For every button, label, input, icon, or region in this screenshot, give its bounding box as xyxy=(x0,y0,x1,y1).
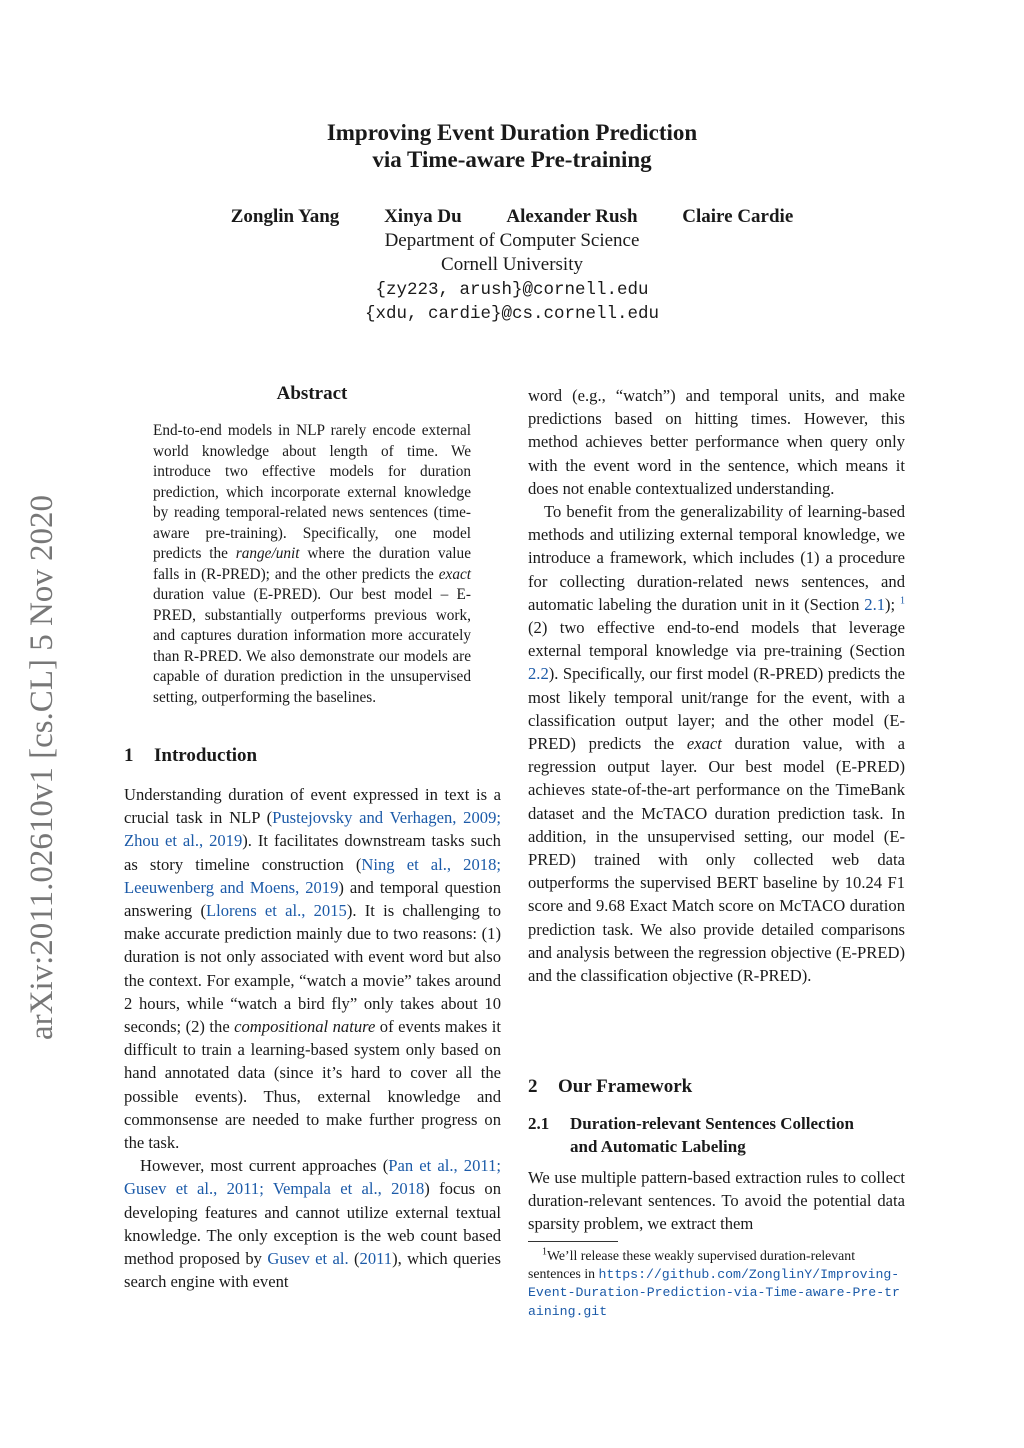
paragraph: word (e.g., “watch”) and temporal units, and make predictions based on hitting times. However, this method achieves better performance when query only with the event word in the sentence, which means it does not enable contextualized understanding. xyxy=(528,386,905,498)
abstract-body: End-to-end models in NLP rarely encode external world knowledge about length of time. We introduce two effective models for duration prediction, which incorporate external knowledge by reading temporal-related news sentences (time-aware pre-training). Specifically, one model predicts the range/unit where the duration value falls in (R-PRED); and the other predicts the exact duration value (E-PRED). Our best model – E-PRED, substantially outperforms previous work, and captures duration information more accurately than R-PRED. We also demonstrate our models are capable of duration prediction in the unsupervised setting, outperforming the baselines. xyxy=(153,422,472,706)
footnote-number: 1 xyxy=(542,1246,547,1258)
subsection-heading-2-1: 2.1 Duration-relevant Sentences Collection and Automatic Labeling xyxy=(528,1114,854,1156)
section-link[interactable]: 2.1 xyxy=(864,594,886,614)
footnote-url-link[interactable]: https://github.com/ZonglinY/Improving-Event-Duration-Prediction-via-Time-aware-Pre-training.git xyxy=(528,1266,900,1319)
citation-link[interactable]: Zhou et al., 2019 xyxy=(124,831,243,851)
footnote: $^1$We’ll release these weakly supervised duration-relevant sentences in https://github.com/ZonglinY/Improving-Event-Duration-Prediction-via-Time-aware-Pre-training.git xyxy=(528,1246,900,1319)
paragraph: Understanding duration of event expressed in text is a crucial task in NLP (Pustejovsky and Verhagen, 2009; Zhou et al., 2019). It facilitates downstream tasks such as story timeline construction (Ning et al., 2018; Leeuwenberg and Moens, 2019) and temporal question answering (Llorens et al., 2015). It is challenging to make accurate prediction mainly due to two reasons: (1) duration is not only associated with event word but also the context. For example, “watch a movie” takes around 2 hours, while “watch a bird fly” only takes about 10 seconds; (2) the compositional nature of events makes it difficult to train a learning-based system only based on hand annotated data (since it’s hard to cover all the possible events). Thus, external knowledge and commonsense are needed to make further progress on the task. xyxy=(124,785,502,1153)
citation-link[interactable]: Gusev et al. xyxy=(267,1249,349,1269)
paragraph: However, most current approaches (Pan et al., 2011; Gusev et al., 2011; Vempala et al., 2018) focus on developing features and cannot utilize external textual knowledge. The only exception is the web count based method proposed by Gusev et al. (2011), which queries search engine with event xyxy=(124,1156,502,1292)
footnote-marker[interactable]: 1 xyxy=(900,595,905,607)
right-column-body xyxy=(528,384,905,987)
paragraph: We use multiple pattern-based extraction rules to collect duration-relevant sentences. To avoid the potential data sparsity problem, we extract them xyxy=(528,1168,905,1234)
paper-title-line-1: Improving Event Duration Prediction xyxy=(326,120,698,145)
section-heading-introduction: 1 Introduction xyxy=(124,745,258,766)
affiliation-department: Department of Computer Science xyxy=(384,230,640,251)
paragraph: To benefit from the generalizability of learning-based methods and utilizing external temporal knowledge, we introduce a framework, which includes (1) a procedure for collecting duration-related news sentences, and automatic labeling the duration unit in it (Section 2.1); $^1$ (2) two effective end-to-end models that leverage external temporal knowledge via pre-training (Section 2.2). Specifically, our first model (R-PRED) predicts the most likely temporal unit/range for the event, with a classification output layer; and the other model (E-PRED) predicts the exact duration value, with a regression output layer. Our best model (E-PRED) achieves state-of-the-art performance on the TimeBank dataset and the McTACO duration prediction task. In addition, in the unsupervised setting, our model (E-PRED) trained with only collected web data outperforms the supervised BERT baseline by 10.24 F1 score and 9.68 Exact Match score on McTACO duration prediction task. We also provide detailed comparisons and analysis between the regression objective (E-PRED) and the classification objective (R-PRED). xyxy=(528,502,905,986)
citation-link[interactable]: Vempala et al., 2018 xyxy=(272,1179,425,1199)
citation-link[interactable]: Pustejovsky and Verhagen, 2009 xyxy=(272,808,497,828)
paper-title-line-2: via Time-aware Pre-training xyxy=(372,147,652,172)
citation-link[interactable]: Gusev et al., 2011 xyxy=(124,1179,260,1199)
author-name: Alexander Rush xyxy=(506,206,638,227)
author-name: Claire Cardie xyxy=(682,206,794,227)
introduction-body xyxy=(124,783,501,1293)
author-list xyxy=(0,206,1024,228)
footnote-divider xyxy=(528,1241,618,1242)
author-name: Xinya Du xyxy=(384,206,462,227)
citation-link[interactable]: Ning et al., 2018 xyxy=(361,854,497,874)
affiliation-university: Cornell University xyxy=(441,254,583,275)
section-link[interactable]: 2.2 xyxy=(528,664,549,684)
citation-link[interactable]: Leeuwenberg and Moens, 2019 xyxy=(124,877,339,897)
author-email-2: {xdu, cardie}@cs.cornell.edu xyxy=(364,304,660,324)
author-email-1: {zy223, arush}@cornell.edu xyxy=(375,280,649,300)
author-name: Zonglin Yang xyxy=(230,206,340,227)
citation-link[interactable]: Llorens et al., 2015 xyxy=(205,901,347,921)
subsection-body xyxy=(528,1166,905,1236)
citation-link[interactable]: 2011 xyxy=(359,1249,393,1269)
abstract-heading: Abstract xyxy=(276,383,348,404)
section-heading-our-framework: 2 Our Framework xyxy=(528,1076,693,1097)
citation-link[interactable]: Pan et al., 2011 xyxy=(388,1156,497,1176)
arxiv-identifier: arXiv:2011.02610v1 [cs.CL] 5 Nov 2020 xyxy=(24,494,60,1040)
